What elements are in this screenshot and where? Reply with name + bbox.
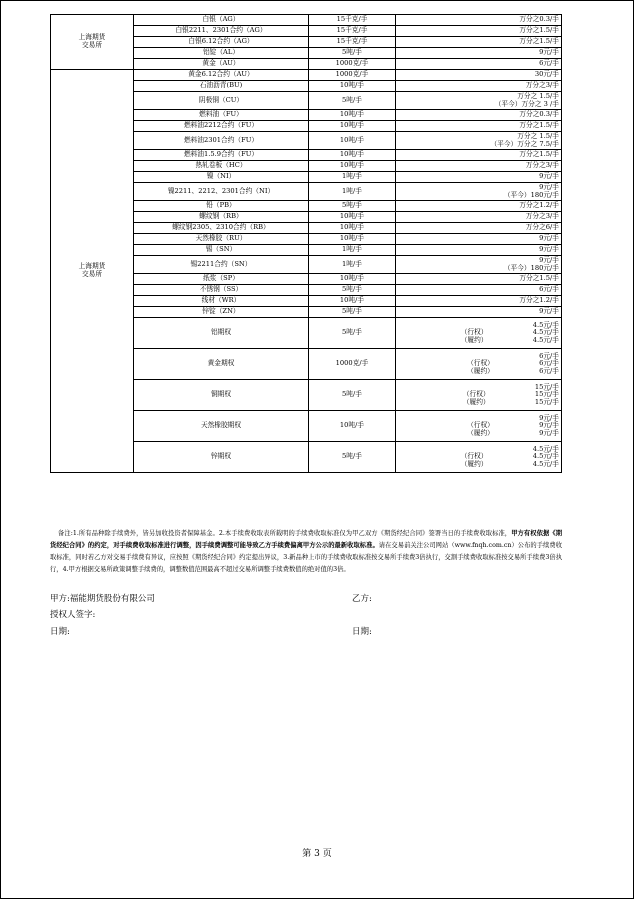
fee-rate bbox=[396, 285, 562, 296]
date-b-label: 日期: bbox=[352, 627, 372, 637]
fee-value: 4.5元/手 bbox=[532, 320, 559, 329]
fee-qualifier: （履约） bbox=[462, 397, 490, 406]
trading-unit: 15千克/手 bbox=[309, 26, 396, 37]
fee-rate bbox=[396, 150, 562, 161]
fee-value: 6元/手 bbox=[539, 359, 559, 368]
trading-unit: 10吨/手 bbox=[309, 150, 396, 161]
product-name: 石油沥青(BU) bbox=[134, 81, 309, 92]
fee-rate bbox=[396, 411, 562, 442]
trading-unit: 15千克/手 bbox=[309, 37, 396, 48]
fee-qualifier: （履约） bbox=[467, 428, 494, 437]
fee-rate bbox=[396, 245, 562, 256]
fee-line: 万分之0.3/手 bbox=[519, 15, 559, 24]
fee-value: 9元/手 bbox=[539, 255, 559, 264]
product-name: 铜期权 bbox=[134, 380, 309, 411]
fee-line bbox=[398, 430, 559, 438]
fee-rate bbox=[396, 110, 562, 121]
fee-line: 万分之1.5/手 bbox=[519, 274, 559, 283]
fee-rate bbox=[396, 201, 562, 212]
fee-rate bbox=[396, 183, 562, 201]
trading-unit: 5吨/手 bbox=[309, 307, 396, 318]
fee-value: 6元/手 bbox=[539, 366, 559, 375]
product-name: 铝锭（AL） bbox=[134, 48, 309, 59]
product-name: 燃料油1.5.9合约（FU） bbox=[134, 150, 309, 161]
fee-rate bbox=[396, 48, 562, 59]
fee-rate bbox=[396, 121, 562, 132]
fee-value: 180元/手 bbox=[530, 263, 559, 272]
trading-unit: 10吨/手 bbox=[309, 296, 396, 307]
product-name: 白银（AG） bbox=[134, 15, 309, 26]
fee-line: 万分之3/手 bbox=[525, 212, 559, 221]
product-name: 热轧卷板（HC） bbox=[134, 161, 309, 172]
fee-line: 万分之1.2/手 bbox=[519, 296, 559, 305]
remarks-part-1: 备注:1.所有品种除手续费外，皆另加收投资者保障基金。2.本手续费收取表所载明的手续费收取标准仅为甲乙双方《期货经纪合同》签署当日的手续费收取标准， bbox=[58, 530, 512, 537]
fee-qualifier: （平今） bbox=[503, 263, 531, 272]
product-name: 燃料油（FU） bbox=[134, 110, 309, 121]
trading-unit: 10吨/手 bbox=[309, 212, 396, 223]
trading-unit: 1000克/手 bbox=[309, 70, 396, 81]
fee-value: 15元/手 bbox=[534, 397, 559, 406]
fee-line: 万分之1.5/手 bbox=[519, 37, 559, 46]
fee-value: 4.5元/手 bbox=[532, 335, 559, 344]
remarks-note bbox=[50, 528, 562, 576]
product-name: 不锈钢（SS） bbox=[134, 285, 309, 296]
fee-rate bbox=[396, 70, 562, 81]
fee-rate bbox=[396, 349, 562, 380]
fee-rate bbox=[396, 81, 562, 92]
trading-unit: 10吨/手 bbox=[309, 411, 396, 442]
trading-unit: 10吨/手 bbox=[309, 234, 396, 245]
fee-line bbox=[398, 337, 559, 345]
date-a-label: 日期: bbox=[50, 627, 70, 637]
trading-unit: 1000克/手 bbox=[309, 349, 396, 380]
product-name: 螺纹钢（RB） bbox=[134, 212, 309, 223]
fee-line: 万分之6/手 bbox=[525, 223, 559, 232]
fee-qualifier: （履约） bbox=[460, 459, 488, 468]
fee-rate bbox=[396, 234, 562, 245]
product-name: 锌锭（ZN） bbox=[134, 307, 309, 318]
fee-line bbox=[398, 368, 559, 376]
exchange-name: 上海期货 交易所 bbox=[51, 15, 134, 70]
product-name: 阴极铜（CU） bbox=[134, 92, 309, 110]
product-name: 白银2211、2301合约（AG） bbox=[134, 26, 309, 37]
fee-line: 6元/手 bbox=[539, 285, 559, 294]
trading-unit: 5吨/手 bbox=[309, 48, 396, 59]
trading-unit: 10吨/手 bbox=[309, 274, 396, 285]
fee-line bbox=[398, 461, 559, 469]
fee-qualifier: （履约） bbox=[467, 366, 494, 375]
trading-unit: 10吨/手 bbox=[309, 132, 396, 150]
product-name: 黄金期权 bbox=[134, 349, 309, 380]
trading-unit: 5吨/手 bbox=[309, 442, 396, 473]
party-a-label: 甲方:福能期货股份有限公司 bbox=[50, 594, 155, 604]
fee-value: 180元/手 bbox=[530, 190, 559, 199]
fee-line: 万分之1.5/手 bbox=[519, 26, 559, 35]
fee-value: 15元/手 bbox=[534, 390, 559, 399]
fee-line bbox=[398, 192, 559, 200]
product-name: 天然橡胶（RU） bbox=[134, 234, 309, 245]
trading-unit: 10吨/手 bbox=[309, 121, 396, 132]
fee-table bbox=[50, 14, 562, 473]
fee-line: 9元/手 bbox=[539, 48, 559, 57]
trading-unit: 10吨/手 bbox=[309, 223, 396, 234]
trading-unit: 1吨/手 bbox=[309, 256, 396, 274]
fee-qualifier: （行权） bbox=[467, 359, 494, 368]
fee-line bbox=[398, 265, 559, 273]
fee-line: 9元/手 bbox=[539, 234, 559, 243]
fee-rate bbox=[396, 37, 562, 48]
fee-value: 万分之 1.5/手 bbox=[517, 131, 559, 140]
fee-qualifier: （平今） bbox=[503, 190, 531, 199]
fee-qualifier: （履约） bbox=[460, 335, 488, 344]
fee-value: 万分之 3 /手 bbox=[521, 99, 559, 108]
remarks-part-2-bold: 甲方有权依据《期货经纪合同》的约定，对手续费收取标准进行调整，因手续费调整可能导致乙方手续费偏离甲方公示的最新收取标准。 bbox=[50, 530, 563, 549]
trading-unit: 5吨/手 bbox=[309, 380, 396, 411]
fee-rate bbox=[396, 307, 562, 318]
fee-line: 9元/手 bbox=[539, 172, 559, 181]
product-name: 白银6.12合约（AG） bbox=[134, 37, 309, 48]
fee-line: 万分之1.5/手 bbox=[519, 150, 559, 159]
fee-rate bbox=[396, 442, 562, 473]
table-row bbox=[51, 15, 562, 26]
authorized-signer-label: 授权人签字: bbox=[50, 610, 96, 620]
trading-unit: 1吨/手 bbox=[309, 172, 396, 183]
fee-value: 9元/手 bbox=[539, 182, 559, 191]
fee-line: 万分之3/手 bbox=[525, 161, 559, 170]
fee-value: 4.5元/手 bbox=[532, 328, 559, 337]
trading-unit: 10吨/手 bbox=[309, 81, 396, 92]
fee-qualifier: （行权） bbox=[460, 452, 488, 461]
product-name: 黄金（AU） bbox=[134, 59, 309, 70]
fee-value: 9元/手 bbox=[539, 428, 559, 437]
page-number: 第 3 页 bbox=[302, 849, 332, 859]
fee-line bbox=[398, 141, 559, 149]
fee-line bbox=[398, 399, 559, 407]
fee-value: 6元/手 bbox=[539, 351, 559, 360]
product-name: 螺纹钢2305、2310合约（RB） bbox=[134, 223, 309, 234]
fee-qualifier: （平今） bbox=[490, 139, 518, 148]
party-b-label: 乙方: bbox=[352, 594, 372, 604]
product-name: 燃料油2301合约（FU） bbox=[134, 132, 309, 150]
fee-value: 9元/手 bbox=[539, 421, 559, 430]
fee-value: 4.5元/手 bbox=[532, 459, 559, 468]
trading-unit: 10吨/手 bbox=[309, 110, 396, 121]
fee-value: 万分之 7.5/手 bbox=[517, 139, 559, 148]
fee-qualifier: （行权） bbox=[467, 421, 494, 430]
fee-value: 万分之 1.5/手 bbox=[517, 91, 559, 100]
fee-line: 9元/手 bbox=[539, 245, 559, 254]
fee-value: 4.5元/手 bbox=[532, 444, 559, 453]
fee-line: 万分之0.3/手 bbox=[519, 110, 559, 119]
remarks-part-3: 请在交易前关注公司网站（www.fnqh.com.cn）公布的手续费收取标准，同时若乙方对交易手续费有异议，应按照《期货经纪合同》约定提出异议，3.新品种上市的手续费收取标准按交易所手续费3倍执行，交割手续费收取标准按交易所手续费3倍执行，4.甲方根据交易所政策调整手续费的，调整数值范围最高不超过交易所调整手续费数值的绝对值的3倍。 bbox=[50, 542, 563, 573]
fee-rate bbox=[396, 274, 562, 285]
fee-rate bbox=[396, 59, 562, 70]
product-name: 镍2211、2212、2301合约（NI） bbox=[134, 183, 309, 201]
product-name: 黄金6.12合约（AU） bbox=[134, 70, 309, 81]
fee-line: 万分之1.2/手 bbox=[519, 201, 559, 210]
fee-line: 6元/手 bbox=[539, 59, 559, 68]
fee-line: 30元/手 bbox=[534, 70, 559, 79]
fee-rate bbox=[396, 26, 562, 37]
trading-unit: 5吨/手 bbox=[309, 318, 396, 349]
fee-value: 9元/手 bbox=[539, 413, 559, 422]
trading-unit: 1000克/手 bbox=[309, 59, 396, 70]
product-name: 纸浆（SP） bbox=[134, 274, 309, 285]
fee-rate bbox=[396, 223, 562, 234]
fee-rate bbox=[396, 161, 562, 172]
product-name: 线材（WR） bbox=[134, 296, 309, 307]
fee-line: 万分之3/手 bbox=[525, 81, 559, 90]
product-name: 燃料油2212合约（FU） bbox=[134, 121, 309, 132]
fee-rate bbox=[396, 15, 562, 26]
fee-rate bbox=[396, 92, 562, 110]
product-name: 铝期权 bbox=[134, 318, 309, 349]
fee-qualifier: （行权） bbox=[460, 328, 488, 337]
fee-rate bbox=[396, 212, 562, 223]
fee-rate bbox=[396, 172, 562, 183]
fee-rate bbox=[396, 380, 562, 411]
trading-unit: 1吨/手 bbox=[309, 183, 396, 201]
fee-value: 4.5元/手 bbox=[532, 452, 559, 461]
product-name: 锡2211合约（SN） bbox=[134, 256, 309, 274]
fee-qualifier: （平今） bbox=[494, 99, 522, 108]
fee-line bbox=[398, 101, 559, 109]
trading-unit: 5吨/手 bbox=[309, 92, 396, 110]
table-row bbox=[51, 70, 562, 81]
trading-unit: 5吨/手 bbox=[309, 201, 396, 212]
trading-unit: 5吨/手 bbox=[309, 285, 396, 296]
trading-unit: 10吨/手 bbox=[309, 161, 396, 172]
fee-qualifier: （行权） bbox=[462, 390, 490, 399]
product-name: 镍（NI） bbox=[134, 172, 309, 183]
exchange-name: 上海期货 交易所 bbox=[51, 70, 134, 473]
product-name: 锌期权 bbox=[134, 442, 309, 473]
trading-unit: 15千克/手 bbox=[309, 15, 396, 26]
fee-rate bbox=[396, 318, 562, 349]
product-name: 锡（SN） bbox=[134, 245, 309, 256]
fee-rate bbox=[396, 132, 562, 150]
fee-rate bbox=[396, 296, 562, 307]
fee-rate bbox=[396, 256, 562, 274]
fee-value: 15元/手 bbox=[534, 382, 559, 391]
product-name: 天然橡胶期权 bbox=[134, 411, 309, 442]
fee-line: 万分之1.5/手 bbox=[519, 121, 559, 130]
fee-line: 9元/手 bbox=[539, 307, 559, 316]
trading-unit: 1吨/手 bbox=[309, 245, 396, 256]
product-name: 铅（PB） bbox=[134, 201, 309, 212]
